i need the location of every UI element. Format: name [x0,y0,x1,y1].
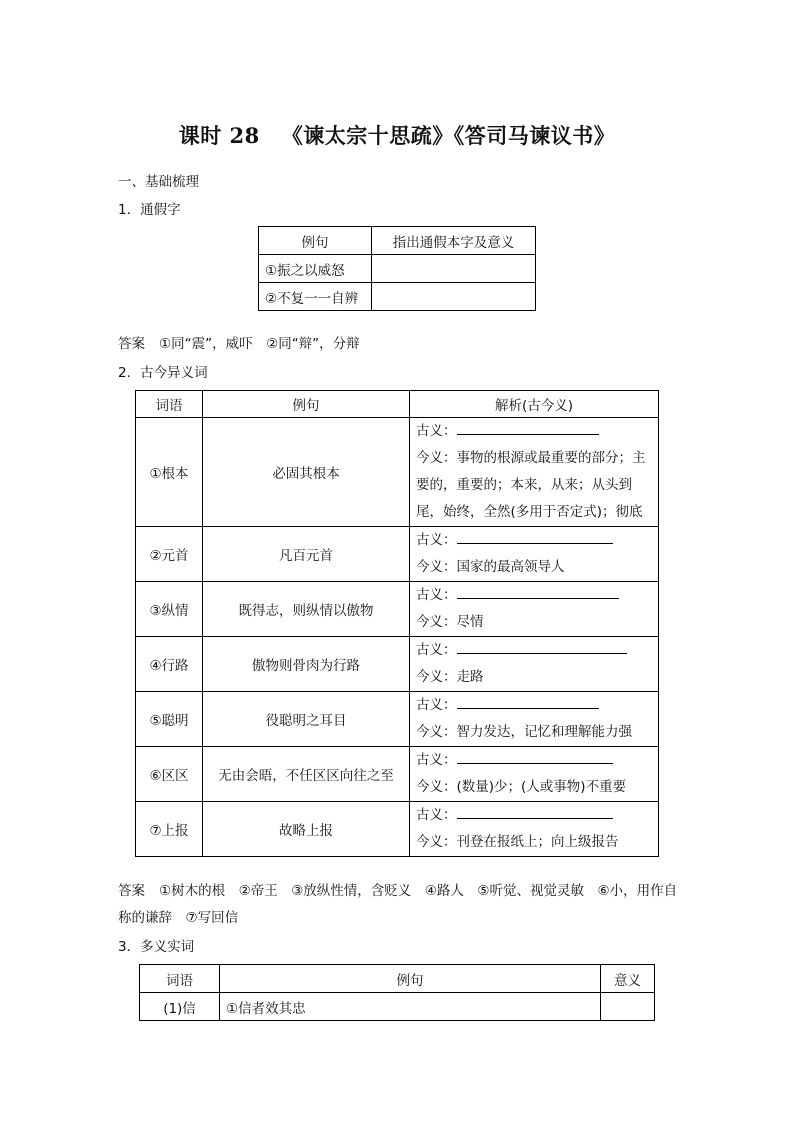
header-cell: 例句 [203,391,410,418]
jin-line: 今义：国家的最高领导人 [416,559,565,575]
jin-line: 今义：智力发达，记忆和理解能力强 [416,724,632,740]
gu-line [416,582,658,609]
example-cell: 役聪明之耳目 [203,692,410,747]
section-heading: 一、基础梳理 [118,174,199,190]
meaning-cell [410,527,659,582]
table-row [136,637,659,692]
table-row [136,802,659,857]
gu-line [416,637,658,664]
gu-label: 古义： [416,587,457,603]
answer-text: ①同“震”，威吓 ②同“辩”，分辩 [159,336,360,352]
example-cell: 必固其根本 [203,418,410,527]
meaning-cell [410,747,659,802]
table-row [136,418,659,527]
meaning-cell [410,692,659,747]
table-row [259,255,536,283]
word-cell: ④行路 [136,637,203,692]
meaning-cell [601,993,655,1021]
word-cell: (1)信 [140,993,220,1021]
header-cell: 词语 [136,391,203,418]
jin-line: 今义：事物的根源或最重要的部分；主要的，重要的；本来，从来；从头到尾，始终，全然(多用于否定式)；彻底 [416,450,646,520]
answer-2 [118,878,683,932]
meaning-cell [410,802,659,857]
jin-line: 今义：尽情 [416,614,484,630]
page-title [0,120,794,150]
header-cell: 解析(古今义) [410,391,659,418]
lesson-title: 《谏太宗十思疏》《答司马谏议书》 [281,123,616,148]
fill-blank[interactable] [457,586,619,599]
answer-label: 答案 [118,336,145,352]
duoyi-shici-table [139,964,655,1021]
lesson-number: 课时 28 [178,123,260,148]
fill-blank[interactable] [457,422,599,435]
gu-line [416,692,658,719]
question-3-heading: 3．多义实词 [118,939,195,955]
gujin-yiyi-table [135,390,659,857]
meaning-cell [410,418,659,527]
fill-blank[interactable] [457,531,613,544]
example-cell: ①振之以威怒 [259,255,372,283]
table-row [136,527,659,582]
table-row [136,747,659,802]
table-header-row [140,965,655,993]
gu-label: 古义： [416,752,457,768]
word-cell: ⑦上报 [136,802,203,857]
answer-cell [372,255,536,283]
fill-blank[interactable] [457,641,627,654]
table-row [136,582,659,637]
meaning-cell [410,582,659,637]
word-cell: ⑥区区 [136,747,203,802]
gu-label: 古义： [416,423,457,439]
jin-line: 今义：(数量)少；(人或事物)不重要 [416,779,627,795]
question-1-heading: 1．通假字 [118,202,181,218]
header-cell: 词语 [140,965,220,993]
example-cell: 既得志，则纵情以傲物 [203,582,410,637]
fill-blank[interactable] [457,696,599,709]
table-row [140,993,655,1021]
fill-blank[interactable] [457,806,613,819]
fill-blank[interactable] [457,751,613,764]
word-cell: ②元首 [136,527,203,582]
jin-line: 今义：刊登在报纸上；向上级报告 [416,834,619,850]
table-row [259,283,536,311]
header-cell: 意义 [601,965,655,993]
gu-line [416,418,658,445]
table-header-row [259,227,536,255]
answer-text: ①树木的根 ②帝王 ③放纵性情，含贬义 ④路人 ⑤听觉、视觉灵敏 ⑥小，用作自称的谦辞 ⑦写回信 [118,883,678,926]
word-cell: ①根本 [136,418,203,527]
gu-label: 古义： [416,807,457,823]
header-cell: 例句 [259,227,372,255]
table-row [136,692,659,747]
gu-label: 古义： [416,532,457,548]
example-cell: 故略上报 [203,802,410,857]
gu-line [416,802,658,829]
word-cell: ③纵情 [136,582,203,637]
question-2-heading: 2．古今异义词 [118,365,208,381]
gu-line [416,747,658,774]
answer-label: 答案 [118,883,145,899]
word-cell: ⑤聪明 [136,692,203,747]
example-cell: ①信者效其忠 [220,993,601,1021]
gu-label: 古义： [416,697,457,713]
tongjiazi-table [258,226,536,311]
gu-label: 古义： [416,642,457,658]
jin-line: 今义：走路 [416,669,484,685]
table-header-row [136,391,659,418]
header-cell: 例句 [220,965,601,993]
example-cell: ②不复一一自辨 [259,283,372,311]
gu-line [416,527,658,554]
answer-1 [118,331,683,358]
example-cell: 无由会晤，不任区区向往之至 [203,747,410,802]
example-cell: 傲物则骨肉为行路 [203,637,410,692]
header-cell: 指出通假本字及意义 [372,227,536,255]
meaning-cell [410,637,659,692]
answer-cell [372,283,536,311]
example-cell: 凡百元首 [203,527,410,582]
